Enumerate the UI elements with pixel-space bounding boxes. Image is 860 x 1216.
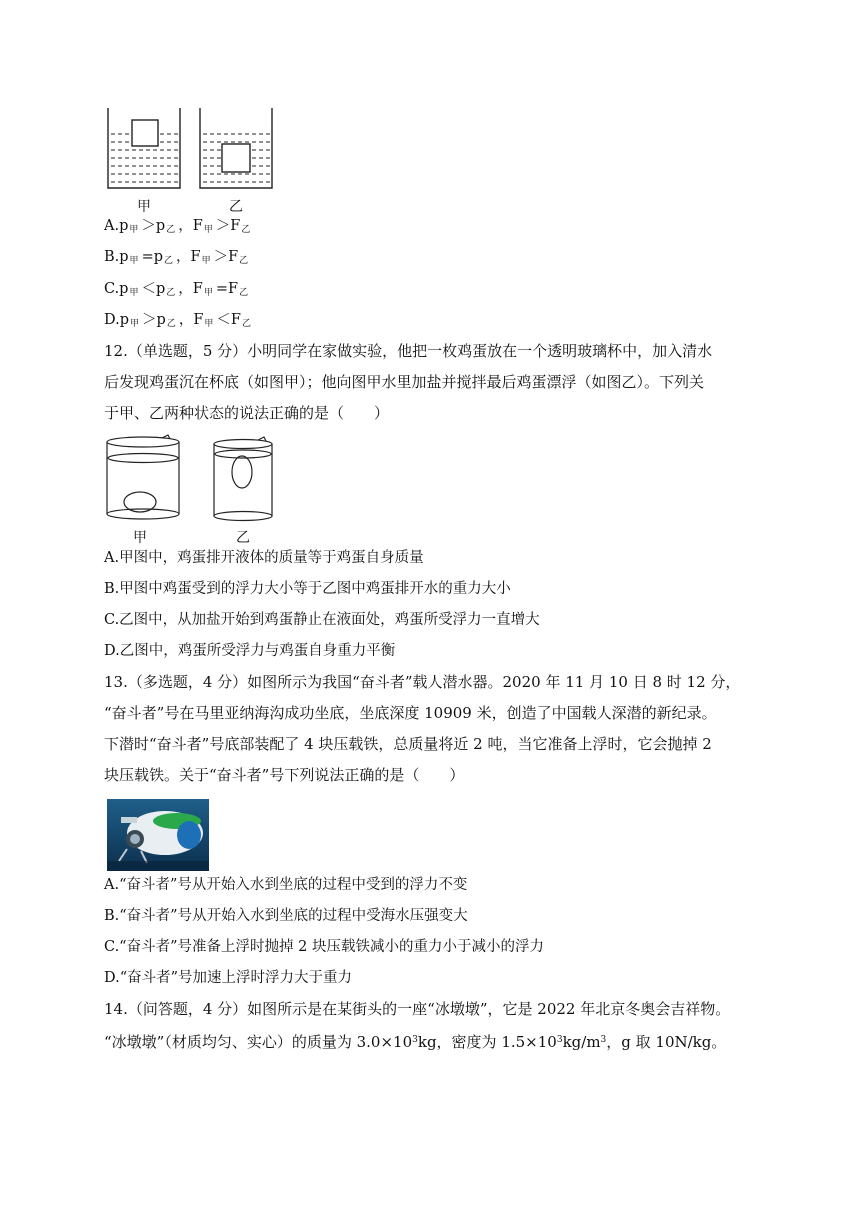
q11-a-sub4: 乙 — [241, 225, 251, 235]
q14-stem-line-1: 14.（问答题，4 分）如图所示是在某街头的一座“冰墩墩”，它是 2022 年北京冬奥会吉祥物。 — [104, 1000, 731, 1018]
q14-line2-part-b: kg，密度为 1.5×10 — [417, 1033, 557, 1051]
q11-d-sub4: 乙 — [241, 319, 251, 329]
q12-figure — [100, 432, 290, 528]
q11-d-prefix: D.p — [104, 312, 129, 328]
q11-c-sub2: 乙 — [166, 288, 176, 298]
q13-submersible-photo — [107, 799, 209, 871]
q12-stem-line-2: 后发现鸡蛋沉在杯底（如图甲）；他向图甲水里加盐并搅拌最后鸡蛋漂浮（如图乙）。下列关 — [104, 373, 705, 391]
q11-option-d[interactable] — [104, 309, 254, 335]
q11-d-sub3: 甲 — [204, 319, 214, 329]
q11-b-sub1: 甲 — [129, 256, 139, 266]
q14-line2-part-c: kg/m — [562, 1033, 601, 1051]
q11-d-op2: ＜F — [216, 312, 241, 328]
q11-b-mid: ，F — [176, 249, 201, 265]
q13-stem-line-2: “奋斗者”号在马里亚纳海沟成功坐底，坐底深度 10909 米，创造了中国载人深潜的新纪录。 — [104, 704, 717, 722]
q11-a-sub2: 乙 — [166, 225, 176, 235]
q12-option-a[interactable]: A.甲图中，鸡蛋排开液体的质量等于鸡蛋自身质量 — [104, 550, 424, 566]
q11-c-op2: =F — [215, 281, 239, 297]
q11-option-c[interactable] — [104, 278, 251, 304]
q12-option-b[interactable]: B.甲图中鸡蛋受到的浮力大小等于乙图中鸡蛋排开水的重力大小 — [104, 581, 511, 597]
container-yi — [200, 108, 272, 188]
q11-c-sub4: 乙 — [239, 288, 249, 298]
q11-option-a[interactable] — [104, 215, 253, 241]
q14-stem-line-2 — [104, 1029, 726, 1053]
q12-label-jia: 甲 — [133, 530, 147, 546]
q12-option-d[interactable]: D.乙图中，鸡蛋所受浮力与鸡蛋自身重力平衡 — [104, 643, 396, 659]
q13-stem-line-4: 块压载铁。关于“奋斗者”号下列说法正确的是（ ） — [104, 766, 465, 784]
q11-a-op1: ＞p — [141, 218, 166, 234]
q11-b-sub2: 乙 — [164, 256, 174, 266]
q12-option-c[interactable]: C.乙图中，从加盐开始到鸡蛋静止在液面处，鸡蛋所受浮力一直增大 — [104, 612, 540, 628]
q11-b-prefix: B.p — [104, 249, 129, 265]
q11-c-mid: ，F — [178, 281, 203, 297]
q11-b-op1: =p — [141, 249, 163, 265]
q11-d-sub2: 乙 — [166, 319, 176, 329]
q11-d-mid: ，F — [178, 312, 204, 328]
q11-a-sub1: 甲 — [129, 225, 139, 235]
q11-a-prefix: A.p — [104, 218, 129, 234]
q11-b-op2: ＞F — [213, 249, 239, 265]
q11-c-op1: ＜p — [141, 281, 166, 297]
q11-a-mid: ，F — [178, 218, 203, 234]
q11-option-b[interactable] — [104, 246, 251, 272]
q13-stem-line-1: 13.（多选题，4 分）如图所示为我国“奋斗者”载人潜水器。2020 年 11 月 10 日 8 时 12 分， — [104, 673, 741, 691]
q11-figure — [100, 104, 280, 196]
q11-a-op2: ＞F — [215, 218, 241, 234]
q11-c-prefix: C.p — [104, 281, 129, 297]
q13-stem-line-3: 下潜时“奋斗者”号底部装配了 4 块压载铁，总质量将近 2 吨，当它准备上浮时，它会抛掉 2 — [104, 735, 712, 753]
q11-label-jia: 甲 — [137, 199, 151, 215]
q13-option-c[interactable]: C.“奋斗者”号准备上浮时抛掉 2 块压载铁减小的重力小于减小的浮力 — [104, 939, 544, 955]
q14-line2-part-a: “冰墩墩”（材质均匀、实心）的质量为 3.0×10 — [104, 1033, 413, 1051]
q11-d-op1: ＞p — [142, 312, 166, 328]
q13-option-a[interactable]: A.“奋斗者”号从开始入水到坐底的过程中受到的浮力不变 — [104, 877, 468, 893]
glass-yi — [214, 437, 272, 521]
q12-stem-line-1: 12.（单选题，5 分）小明同学在家做实验，他把一枚鸡蛋放在一个透明玻璃杯中，加入清水 — [104, 342, 713, 360]
glass-jia — [107, 435, 179, 519]
q14-line2-sup-2: 3 — [556, 1035, 563, 1045]
q11-c-sub3: 甲 — [203, 288, 213, 298]
q11-b-sub3: 甲 — [201, 256, 211, 266]
q12-stem-line-3: 于甲、乙两种状态的说法正确的是（ ） — [104, 404, 390, 422]
q12-label-yi: 乙 — [236, 530, 250, 546]
q13-option-d[interactable]: D.“奋斗者”号加速上浮时浮力大于重力 — [104, 970, 353, 986]
q14-line2-sup-1: 3 — [412, 1035, 418, 1045]
container-jia — [108, 108, 180, 188]
q11-c-sub1: 甲 — [129, 288, 139, 298]
q11-b-sub4: 乙 — [239, 256, 249, 266]
q14-line2-part-d: ，g 取 10N/kg。 — [606, 1033, 727, 1051]
q11-d-sub1: 甲 — [130, 319, 140, 329]
q13-option-b[interactable]: B.“奋斗者”号从开始入水到坐底的过程中受海水压强变大 — [104, 908, 468, 924]
q11-a-sub3: 甲 — [203, 225, 213, 235]
q14-line2-sup-3: 3 — [600, 1035, 607, 1045]
q11-label-yi: 乙 — [229, 199, 243, 215]
